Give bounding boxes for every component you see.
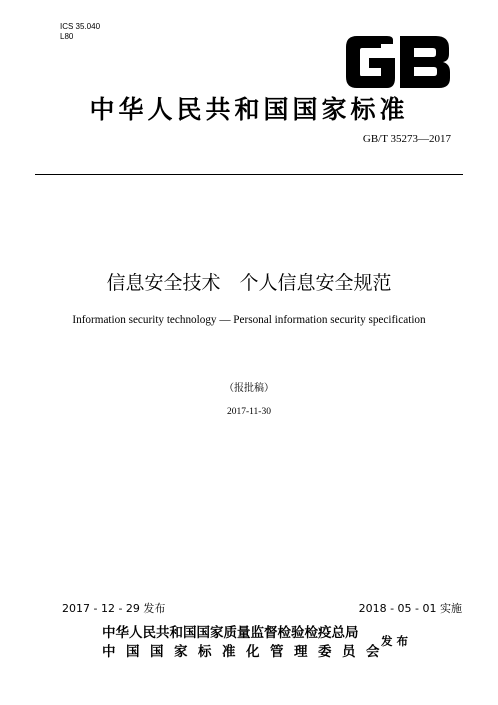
issuer-aqsiq: 中华人民共和国国家质量监督检验检疫总局 <box>102 625 359 641</box>
gb-logo <box>343 34 453 90</box>
issue-date: 2017 - 12 - 29 发布 <box>62 602 166 615</box>
ics-code: ICS 35.040 <box>60 22 101 31</box>
publish-label: 发布 <box>381 634 412 648</box>
draft-stage-label: （报批稿） <box>224 383 274 394</box>
standard-category-title: 中华人民共和国国家标准 <box>89 95 409 124</box>
issuing-authorities <box>102 624 390 662</box>
document-title-chinese: 信息安全技术 个人信息安全规范 <box>106 272 392 294</box>
ccs-code: L80 <box>60 32 74 41</box>
draft-date: 2017-11-30 <box>227 407 271 417</box>
header-divider <box>35 174 463 175</box>
gb-logo-g <box>346 36 395 88</box>
standard-number: GB/T 35273—2017 <box>362 133 451 145</box>
classification-codes <box>60 22 100 42</box>
issuer-sac: 中国国家标准化管理委员会 <box>102 644 390 660</box>
document-title-english: Information security technology — Personal information security specification <box>72 314 426 326</box>
implementation-date: 2018 - 05 - 01 实施 <box>358 602 462 615</box>
gb-logo-b <box>400 36 450 88</box>
